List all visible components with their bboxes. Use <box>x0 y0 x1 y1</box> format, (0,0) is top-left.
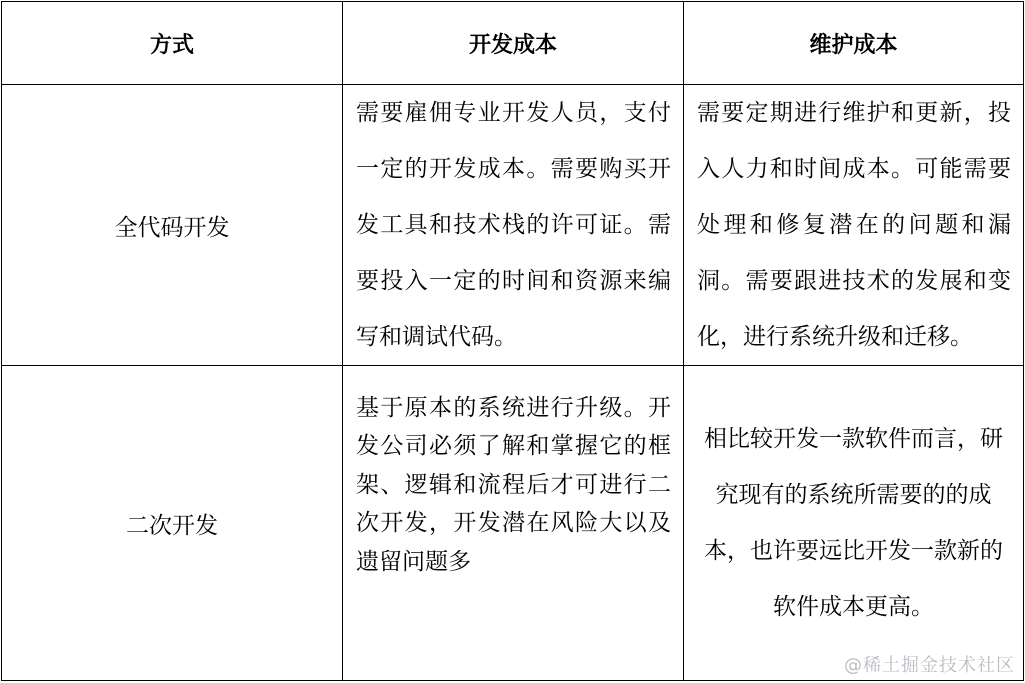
dev-cost-text: 需要雇佣专业开发人员，支付一定的开发成本。需要购买开发工具和技术栈的许可证。需要投入一定的时间和资源来编写和调试代码。 <box>356 100 671 350</box>
header-maintenance-cost: 维护成本 <box>684 2 1024 85</box>
dev-cost-cell <box>343 85 684 366</box>
dev-cost-text: 基于原本的系统进行升级。开发公司必须了解和掌握它的框架、逻辑和流程后才可进行二次开发，开发潜在风险大以及遗留问题多 <box>356 394 671 575</box>
header-dev-cost: 开发成本 <box>343 2 684 85</box>
cost-comparison-table <box>1 1 1024 681</box>
maintenance-cost-text: 需要定期进行维护和更新，投入人力和时间成本。可能需要处理和修复潜在的问题和漏洞。需要跟进技术的发展和变化，进行系统升级和迁移。 <box>697 100 1011 350</box>
table-row <box>2 85 1024 366</box>
method-cell: 全代码开发 <box>2 85 343 366</box>
maintenance-cost-cell <box>684 85 1024 366</box>
header-row <box>2 2 1024 85</box>
method-cell: 二次开发 <box>2 366 343 681</box>
maintenance-cost-cell <box>684 366 1024 681</box>
maintenance-cost-text: 相比较开发一款软件而言，研究现有的系统所需要的的成本，也许要远比开发一款新的软件成本更高。 <box>704 426 1003 620</box>
table-row <box>2 366 1024 681</box>
header-method: 方式 <box>2 2 343 85</box>
dev-cost-cell <box>343 366 684 681</box>
watermark: @稀土掘金技术社区 <box>844 655 1015 676</box>
